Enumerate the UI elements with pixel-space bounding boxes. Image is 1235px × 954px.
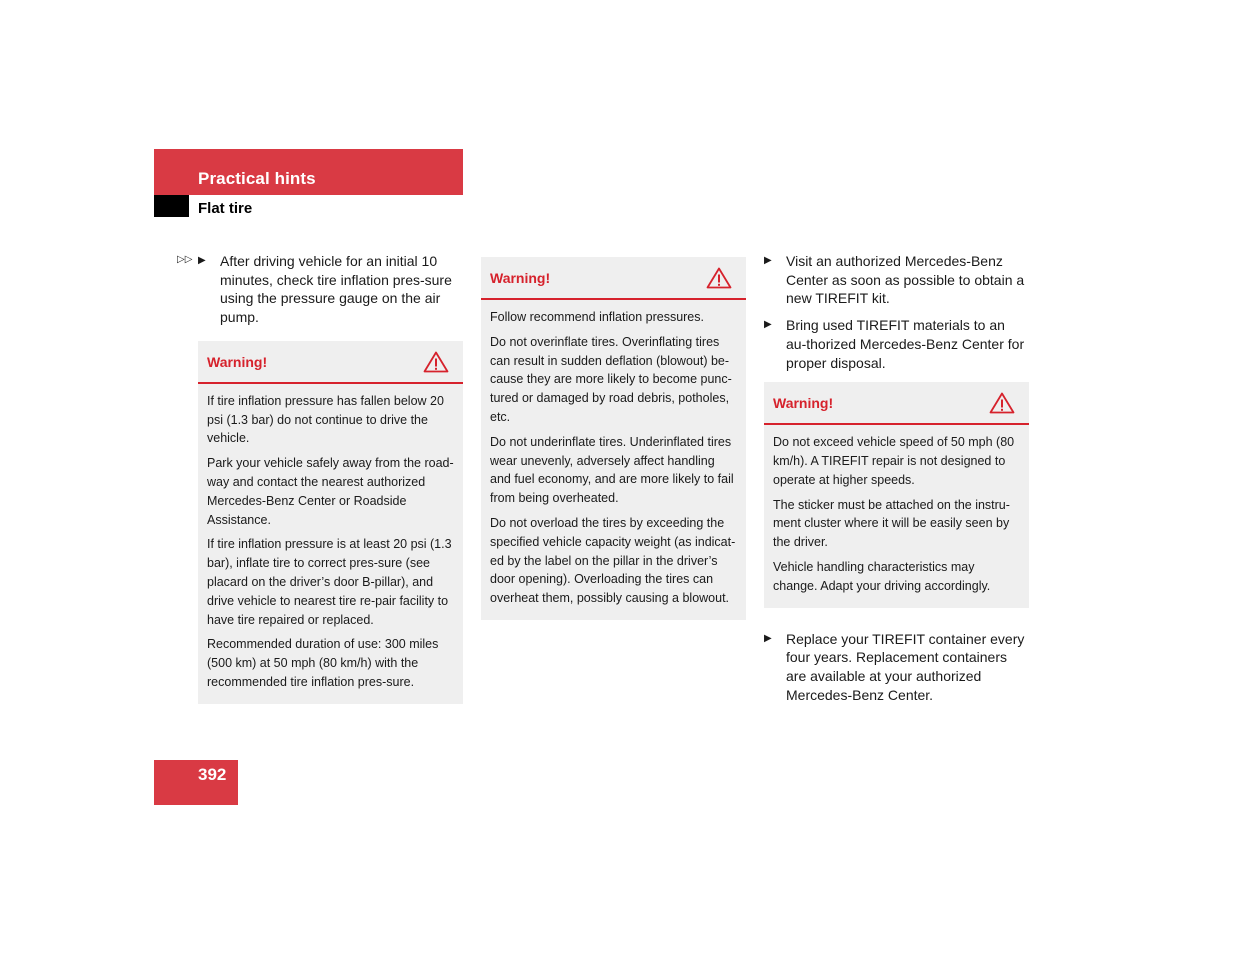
warning-paragraph: Do not exceed vehicle speed of 50 mph (80 km/h). A TIREFIT repair is not designed to operate at higher speeds.	[773, 435, 1015, 487]
triangle-right-icon: ▶	[764, 319, 772, 331]
page-number: 392	[198, 765, 227, 784]
warning-paragraph: Vehicle handling characteristics may change. Adapt your driving accordingly.	[773, 560, 991, 593]
warning-paragraph: Follow recommend inflation pressures.	[490, 310, 704, 324]
warning-body	[198, 384, 463, 704]
triangle-right-icon: ▶	[198, 255, 206, 266]
warning-box	[481, 257, 746, 620]
warning-title: Warning!	[207, 353, 268, 370]
column-2	[481, 257, 746, 642]
warning-box	[764, 382, 1029, 607]
warning-body	[481, 300, 746, 620]
step-item	[198, 252, 463, 327]
warning-paragraph: Do not overinflate tires. Overinflating tires can result in sudden deflation (blowout) be-cause they are more likely to become punc-tured or damaged by road debris, potholes, etc.	[490, 334, 732, 424]
warning-title: Warning!	[773, 395, 834, 412]
step-item	[764, 252, 1029, 308]
step-text: Replace your TIREFIT container every four years. Replacement containers are available at your authorized Mercedes-Benz Center.	[786, 630, 1025, 703]
warning-paragraph: Do not underinflate tires. Underinflated tires wear unevenly, adversely affect handling and fuel economy, and are more likely to fail from being overheated.	[490, 434, 734, 506]
step-text: Bring used TIREFIT materials to an au-thorized Mercedes-Benz Center for proper disposal.	[786, 317, 1025, 371]
warning-triangle-icon	[706, 267, 732, 289]
warning-body	[764, 425, 1029, 607]
warning-header	[481, 257, 746, 300]
triangle-right-icon: ▶	[764, 632, 772, 644]
warning-title: Warning!	[490, 270, 551, 286]
warning-paragraph: Park your vehicle safely away from the road-way and contact the nearest authorized Mercedes-Benz Center or Roadside Assistance.	[207, 456, 454, 527]
warning-header	[764, 382, 1029, 425]
warning-paragraph: Recommended duration of use: 300 miles (500 km) at 50 mph (80 km/h) with the recommended tire inflation pres-sure.	[207, 637, 439, 689]
warning-paragraph: Do not overload the tires by exceeding the specified vehicle capacity weight (as indicat-ed by the label on the pillar in the driver’s door opening). Overloading the tires can overheat them, possibly causing a blowout.	[490, 515, 736, 606]
continuation-marker: ▷▷	[177, 254, 193, 265]
step-text: After driving vehicle for an initial 10 minutes, check tire inflation pres-sure using the pressure gauge on the air pump.	[220, 253, 452, 326]
step-text: Visit an authorized Mercedes-Benz Center as soon as possible to obtain a new TIREFIT kit.	[786, 253, 1025, 307]
column-3	[764, 252, 1029, 712]
subsection-title: Flat tire	[198, 200, 253, 217]
section-title: Practical hints	[198, 169, 316, 188]
warning-triangle-icon	[989, 392, 1015, 414]
warning-paragraph: If tire inflation pressure has fallen below 20 psi (1.3 bar) do not continue to drive the vehicle.	[207, 393, 444, 446]
step-item	[764, 316, 1029, 372]
subsection-marker	[154, 195, 189, 217]
warning-paragraph: The sticker must be attached on the instru-ment cluster where it will be easily seen by the driver.	[773, 497, 1010, 550]
warning-header	[198, 341, 463, 384]
warning-paragraph: If tire inflation pressure is at least 20 psi (1.3 bar), inflate tire to correct pres-sure (see placard on the driver’s door B-pillar), and drive vehicle to nearest tire re-pair facility to have tire repaired or replaced.	[207, 537, 452, 627]
warning-triangle-icon	[423, 351, 449, 373]
warning-box	[198, 341, 463, 704]
column-1	[198, 252, 463, 726]
triangle-right-icon: ▶	[764, 255, 772, 266]
step-item	[764, 630, 1029, 705]
